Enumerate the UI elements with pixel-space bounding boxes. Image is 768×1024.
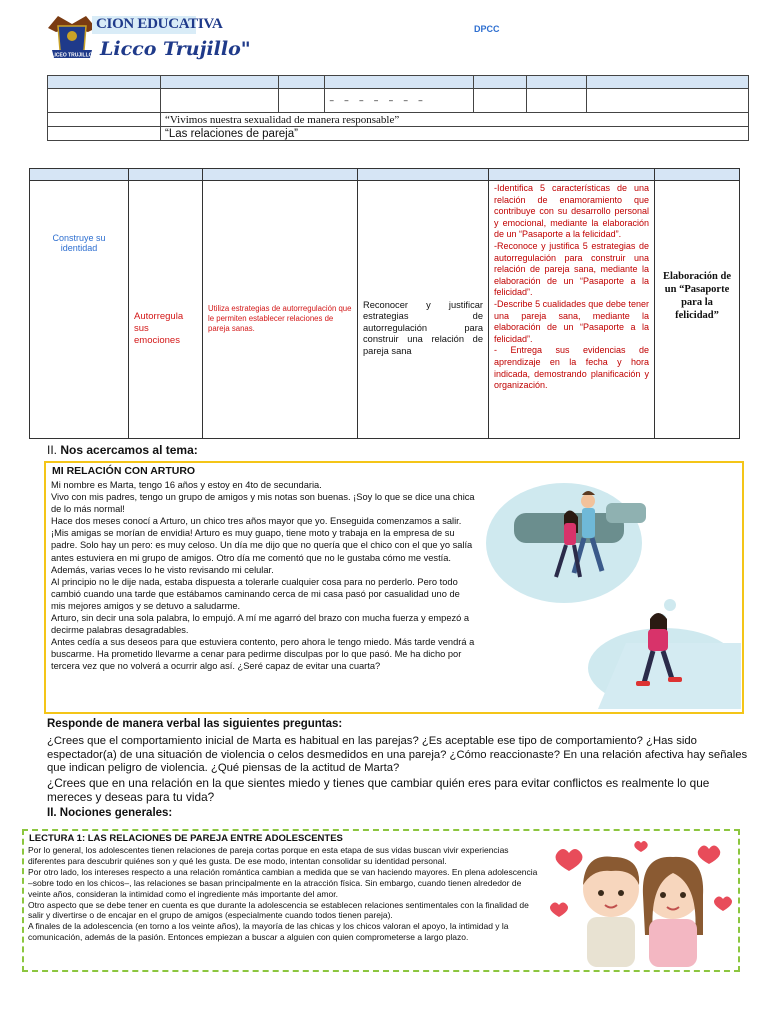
unit-title: “Vivimos nuestra sexualidad de manera responsable” [161, 113, 749, 127]
section-3-heading: II. Nociones generales: [47, 807, 173, 819]
proposito-cell: Reconocer y justificar estrategias de autorregulación para construir una relación de pareja sana [358, 181, 489, 439]
story-box [44, 461, 744, 714]
course-code: DPCC [474, 24, 500, 34]
criterio-4: - Entrega sus evidencias de aprendizaje en la fecha y hora indicada, demostrando planificación y organización. [494, 345, 649, 391]
competency-header-row [30, 169, 740, 181]
reading-paragraph: Por lo general, los adolescentes tienen relaciones de pareja cortas porque en esta etapa de sus vidas buscan vivir experiencias diferentes para descubrir quiénes son y qué les gusta. De ese modo, intentan consolidar su identidad personal. [28, 845, 509, 866]
competencia-cell: Construye su identidad [30, 181, 129, 439]
criterio-2: -Reconoce y justifica 5 estrategias de autorregulación para construir una relación de pareja sana, mediante la elaboración de un “Pasaporte a la felicidad”. [494, 240, 649, 298]
competency-table [29, 168, 740, 439]
story-text [51, 479, 476, 673]
story-paragraph: Antes cedía a sus deseos para que estuviera contento, pero ahora le tengo miedo. Más tarde vendrá a buscarme. Ha prometido llevarme a cenar para pedirme disculpas por lo que pasó. Me ha dicho por tercera vez que no volverá a ocurrir algo así. ¿Seré capaz de evitar una cuarta? [51, 637, 475, 672]
session-title: “Las relaciones de pareja” [161, 127, 749, 141]
crest-text: LICEO TRUJILLO [51, 52, 93, 59]
criterio-1: -Identifica 5 características de una relación de enamoramiento que contribuye con su desarrollo personal y emocional, mediante la elaboración de un “Pasaporte a la felicidad”. [494, 183, 649, 240]
story-paragraph: Al principio no le dije nada, estaba dispuesta a tolerarle cualquier cosa para no perderlo. Pero todo cambió cuando una tarde que estábamos caminando cerca de mi casa pasó por casualidad uno de mis mejores amigos y se detuvo a saludarme. [51, 576, 460, 611]
reading-paragraph: A finales de la adolescencia (en torno a los veinte años), la mayoría de las chicas y los chicos valoran el apoyo, la intimidad y la comunicación, además de la pasión. Entonces empiezan a buscar a alguien con quien comprometerse a largo plazo. [28, 921, 509, 943]
reading-box [22, 829, 740, 972]
story-paragraph: Vivo con mis padres, tengo un grupo de amigos y mis notas son buenas. ¡Soy lo que se dice una chica de lo más normal! [51, 492, 475, 515]
blank-dashes: – – – – – – – [329, 96, 426, 106]
producto-cell: Elaboración de un “Pasaporte para la felicidad” [655, 181, 740, 439]
info-values-row [48, 89, 749, 113]
story-paragraph: Hace dos meses conocí a Arturo, un chico tres años mayor que yo. Enseguida comenzamos a salir. ¡Mis amigas se morían de envidia! Arturo es muy guapo, tiene moto y trabaja en la empresa de su padre. Solo hay un pero: es muy celoso. Un día me dijo que no quería que el chico con el que yo salía antes estuviera en mi grupo de amigos. Otro día me comentó que no le gustaba cómo me vestía. Además, varias veces lo he visto revisando mi celular. [51, 516, 473, 575]
teen-couple-illustration [549, 835, 734, 967]
story-paragraph: Arturo, sin decir una sola palabra, lo empujó. A mí me agarró del brazo con mucha fuerza y empezó a decirme palabras desagradables. [51, 613, 470, 636]
couple-conflict-illustration [486, 473, 741, 709]
school-name-top: CION EDUCATIVA [96, 16, 223, 32]
questions-heading: Responde de manera verbal las siguientes preguntas: [47, 718, 343, 730]
story-paragraph: Mi nombre es Marta, tengo 16 años y estoy en 4to de secundaria. [51, 480, 322, 490]
reading-paragraph: Por otro lado, los intereses respecto a una relación romántica cambian a medida que se van haciendo mayores. En plena adolescencia –sobre todo en los chicos–, las relaciones se basan principalmente en la atracción física. Sin embargo, cuando tienen alrededor de veinte años, consideran la intimidad como el ingrediente más importante del amor. [28, 866, 538, 899]
unit-title-row [48, 113, 749, 127]
section-2-title: Nos acercamos al tema: [57, 443, 198, 457]
question-paragraph: ¿Crees que en una relación en la que sientes miedo y tienes que cambiar quién eres para evitar conflictos es realmente lo que mereces y deseas para tu vida? [47, 775, 710, 805]
questions-block [47, 735, 752, 805]
competency-row [30, 181, 740, 439]
criterio-3: -Describe 5 cualidades que debe tener una pareja sana, mediante la elaboración de un “Pasaporte a la felicidad”. [494, 298, 649, 344]
reading-paragraph: Otro aspecto que se debe tener en cuenta es que durante la adolescencia se establecen relaciones sentimentales con la finalidad de salir y divertirse o de encajar en el grupo de amigos (especialmente cuando todos tienen pareja). [28, 899, 529, 921]
question-paragraph: ¿Crees que el comportamiento inicial de Marta es habitual en las parejas? ¿Es aceptable ese tipo de comportamiento? ¿Has sido espectador(a) de una situación de violencia o celos desmedidos en una pareja? ¿Cómo reaccionaste? En una relación afectiva hay señales que indican peligro de violencia. ¿Qué piensas de la actitud de Marta? [47, 735, 748, 775]
session-title-row [48, 127, 749, 141]
info-header-row [48, 76, 749, 89]
capacidad-cell: Autorregula sus emociones [129, 181, 203, 439]
desempeno-cell: Utiliza estrategias de autorregulación que le permiten establecer relaciones de pareja sanas. [203, 181, 358, 439]
criterios-cell [489, 181, 655, 439]
school-name-script: Licco Trujillo" [100, 38, 251, 60]
session-info-table [47, 75, 749, 141]
section-2-roman: II. [47, 443, 58, 457]
reading-title: LECTURA 1: LAS RELACIONES DE PAREJA ENTRE ADOLESCENTES [29, 833, 343, 844]
section-2-heading [47, 443, 198, 457]
reading-text [28, 845, 540, 943]
story-title: MI RELACIÓN CON ARTURO [52, 465, 196, 477]
